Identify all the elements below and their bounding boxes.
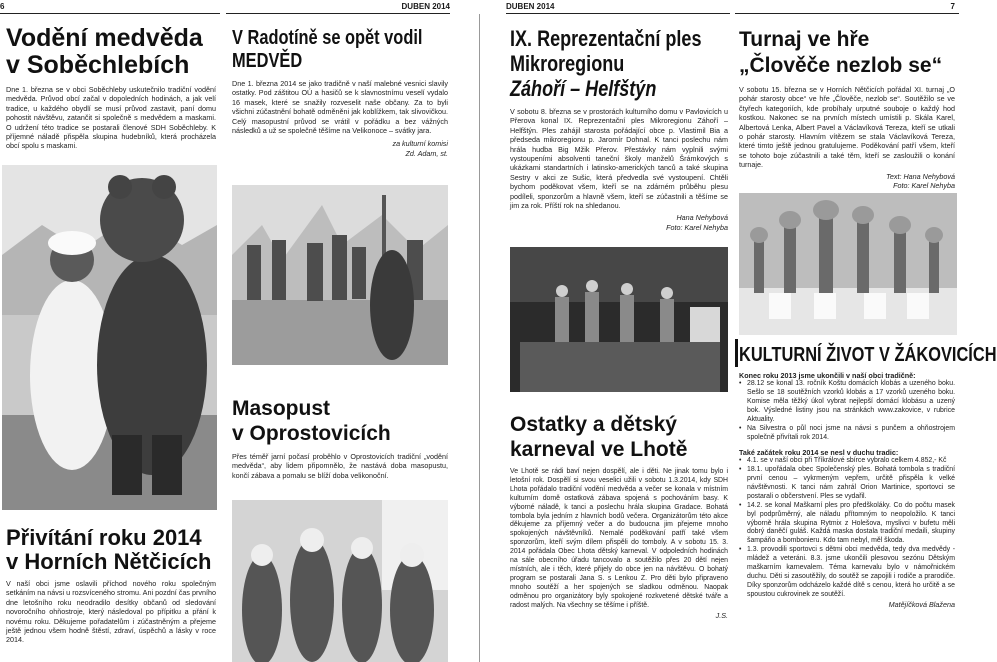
page-header-left-date [226, 0, 450, 14]
article-title [232, 396, 448, 446]
article-title [510, 26, 728, 101]
column-2 [226, 0, 450, 662]
sign-line-2: Foto: Karel Nehyba [666, 222, 728, 232]
sign-line-1: Text: Hana Nehybová [886, 171, 955, 181]
article-title [232, 27, 448, 73]
sign-line-1: za kulturní komisi [392, 139, 448, 149]
title-line-2: v Horních Nětčicích [6, 549, 212, 574]
column-4 [735, 0, 997, 662]
list-item: • 18.1. upořádala obec Společenský ples. Bohatá tombola s tradiční první cenou – vykrmeným vepřem, určitě přispěla k velké návštěvnosti. K tanci nám zahrál Orion Martinice, sportovci se postarali o občerstvení. Ples se vydařil. [739, 466, 955, 502]
title-line-1: Turnaj ve hře [739, 28, 870, 51]
title-line-1: Masopust [232, 397, 331, 420]
title-line-3: Záhoří – Helfštýn [510, 76, 657, 101]
page-header-left [0, 0, 220, 14]
title-line-1: V Radotíně se opět vodil [232, 27, 423, 49]
title-line-2: karneval ve Lhotě [510, 438, 688, 461]
sign-line-2: Foto: Karel Nehyba [893, 181, 955, 191]
article-title: KULTURNÍ ŽIVOT V ŽÁKOVICÍCH [739, 344, 997, 366]
photo-trophies [739, 193, 957, 335]
title-line-2: „Člověče nezlob se“ [739, 54, 943, 77]
page-header-right [735, 0, 959, 14]
column-1 [0, 0, 220, 662]
article-signature: J.S. [715, 610, 728, 620]
article-ples [510, 26, 728, 232]
title-line-1: Vodění medvěda [6, 24, 203, 52]
article-title [6, 25, 216, 79]
title-line-2: v Oprostovicích [232, 422, 391, 445]
article-signature [739, 172, 955, 191]
section-subtitle: Konec roku 2013 jsme ukončili v naší obci tradičně: [739, 371, 916, 380]
article-signature [510, 213, 728, 232]
article-title [739, 27, 955, 79]
article-radotin [232, 27, 448, 158]
title-line-2: v Soběchlebích [6, 51, 190, 79]
list-item: • 28.12 se konal 13. ročník Koštu domácích klobás a uzeného boku. Sešlo se 18 soutěžních vzorků klobás a 17 vzorků uzeného boku. Komise měla těžký úkol vybrat nejlepší domácí klobásu a uzený bok. Výsledné listiny jsou na stránkách www.zakovice, v rubrice Aktuality. [739, 380, 955, 425]
sign-line-2: Zd. Adam, st. [405, 148, 448, 158]
sign-line-1: Hana Nehybová [676, 213, 728, 223]
page-gutter [479, 14, 480, 662]
article-body: V naší obci jsme oslavili příchod nového roku společným setkáním na návsi u rozsvíceného stromu. Ani pozdní čas prvního dne letošního roku neodradilo desítky občanů od sledování novoročního ohňostroje, který následoval po přípitku a přání k novému roku. Děkujeme pořadatelům i zúčastněným a přejeme ještě jednou všem hodně štěstí, zdraví, úspěchů a lásky v roce 2014. [6, 579, 216, 645]
article-body: Dne 1. března 2014 se jako tradičně v naší malebné vesnici slavily ostatky. Pod záštitou OÚ a hasičů se k slavnostnímu veselí vydalo 16 masek, které se snažily rozveselit naše občany. Za to byli všichni zúčastnění bohatě odměněni jak koblížkem, tak slivovičkou. Celý masopustní průvod se vrátil v pořádku a bez vážných následků a už se společně těšíme na Velikonoce – svátky jara. [232, 79, 448, 136]
column-3 [506, 0, 730, 662]
section-subtitle: Také začátek roku 2014 se nesl v duchu tradic: [739, 447, 899, 457]
page-date: DUBEN 2014 [506, 2, 555, 11]
article-body: Dne 1. března se v obci Soběchleby uskutečnilo tradiční vodění medvěda. Průvod obcí začal v dopoledních hodinách, a jak velí tradice, u každého obydlí se musí průvod zastavit, paní domu pohostit návštěvu, zatančit si společně s medvědem a maskami. O udržení této tradice se postarali členové SDH Soběchleby. K příjemné náladě přispěla skupina hudebníků, která procházela obcí spolu s maskami. [6, 85, 216, 151]
title-line-1: IX. Reprezentační ples [510, 26, 702, 51]
list-item: • 4.1. se v naší obci při Tříkrálové sbírce vybralo celkem 4.852,- Kč [739, 457, 955, 466]
page-header-right-date [506, 0, 730, 14]
page-number: 6 [0, 2, 5, 11]
list-item: • Na Silvestra o půl noci jsme na návsi s punčem a ohňostrojem společně přivítali rok 2014. [739, 425, 955, 443]
photo-bear-procession [2, 165, 217, 510]
article-vodeni-medveda [6, 25, 216, 151]
article-body: Ve Lhotě se rádi baví nejen dospělí, ale i děti. Ne jinak tomu bylo i letošní rok. Dospělí si svou veselici užili v sobotu 1.3.2014, kdy SDH Lhota pořádalo tradiční vodění medvěda a večer se konala v místním kulturním domě ostatková zábava spojená s pochováním basy. K výborné náladě, k tanci a poslechu hrála skupina Gradace. Bohatá tombola byla jedním z hlavních bodů večera. Organizátorům této akce děkujeme za příjemný večer a do budoucna jim přejeme mnoho spokojených návštěvníků. Nemalé poděkování patří také všem sponzorům, kteří svým dílem přispěli do tomboly. A v sobotu 15. 3. 2014 pořádala Obec Lhota dětský karneval. V odpoledních hodinách na sále obecního úřadu tancovalo a soutěžilo přes 20 dětí nejen místních, ale i těch, které přijely do obce jen na návštěvu. O bohatý program se postarali Jana S. s Lenkou Z. Pro děti bylo připraveno mnoho soutěží a her spojených se sladkou odměnou. Naopak odměnou pro organizátory byly spokojené rozkvetené dětské tváře a radost malých. Na všechny se těšíme i příště. [510, 468, 728, 609]
article-body: Přes téměř jarní počasí proběhlo v Oprostovicích tradiční „vodění medvěda“, aby lidem připomnělo, že nastává doba masopustu, končí zábava a pomalu se blíží doba velikonoční. [232, 452, 448, 480]
title-line-2: Mikroregionu [510, 51, 625, 76]
photo-radotin-masks [232, 185, 448, 365]
photo-ples-band [510, 247, 728, 392]
list-item: • 1.3. provodili sportovci s dětmi obci medvěda, tedy dva medvědy - mládež a veteráni. 8.3. jsme ukončili plesovou sezónu Dětským maškarním karnevalem. Téma karnevalu bylo v námořnickém duchu. Děti si zasoutěžily, do soutěž se zapojili i rodiče a prarodiče. Díky sponzorům odcházelo každé dítě s cenou, která ho určitě a se spoustou cukrovinek ze soutěží. [739, 546, 955, 599]
page-number: 7 [950, 2, 955, 11]
article-body: V sobotu 8. března se v prostorách kulturního domu v Pavlovicích u Přerova konal IX. Reprezentační ples Mikroregionu Záhoří – Helfštýn. Ples zahájil starosta pořádající obce p. Vlastimil Bia a předseda mikroregionu p. Jaromír Dohnal. K tanci poslechu nám hrála hudba Big Mžik Přerov. Přestávky nám vyplnili svými vystoupeními absolventi taneční školy manželů Šrámkových s ukázkami standartních i latinsko-amerických tanců a také skupina Sestry v akci ze Sušic, která předvedla své vystoupení. Chtěli bychom poděkovat všem, kteří se na zdárném průběhu plesu podíleli, sponzorům a hlavně všem, kteří se zúčastnili a těšíme se jim za rok. Příští rok na shledanou. [510, 107, 728, 211]
article-privitani-roku [6, 526, 216, 645]
section-marker [735, 339, 738, 367]
title-line-2: MEDVĚD [232, 50, 303, 72]
page-date: DUBEN 2014 [401, 2, 450, 11]
list-item: • 14.2. se konal Maškarní ples pro předškoláky. Co do počtu masek byl podprůměrný, ale náladu přítomným to neopoložilo. K tanci výborně hrála skupina Rytmix z Holešova, myslivci v bufetu měli dobrý daněčí guláš. Každá maska dostala tradiční medaili, skupiny šampáňo a bombonieru. Kdo tam nebyl, měl škoda. [739, 502, 955, 547]
article-ostatky [510, 412, 728, 620]
article-title [510, 412, 728, 462]
article-body: V sobotu 15. března se v Horních Nětčicích pořádal XI. turnaj „O pohár starosty obce“ ve hře „Člověče, nezlob se“. Soutěžilo se ve čtyřech kategoriích, kde probíhaly urputné souboje o každý hod kostkou. Nakonec se na prvních místech umístili p. Skála Karel, Albertová Lenka, Albert Pavel a Václavíková Tereza, kteří se utkali o pohár starosty. Hlavním vítězem se stala Václavíková Tereza, které timto ještě jednou gratulujeme. Poděkování patří všem, kteří se tohoto boje zúčastnili a také těm, kteří se zasloužili o konání turnaje. [739, 85, 955, 170]
title-line-1: Ostatky a dětský [510, 413, 677, 436]
title-line-1: Přivítání roku 2014 [6, 525, 202, 550]
article-signature: Matějíčková Blažena [888, 599, 955, 609]
photo-oprostovice-masks [232, 500, 448, 662]
article-signature [232, 139, 448, 158]
article-masopust [232, 396, 448, 480]
article-title [6, 526, 216, 574]
article-turnaj [739, 27, 955, 190]
list-zacatek-roku [739, 457, 955, 600]
article-zakovice [739, 343, 997, 609]
list-konec-roku [739, 380, 955, 442]
